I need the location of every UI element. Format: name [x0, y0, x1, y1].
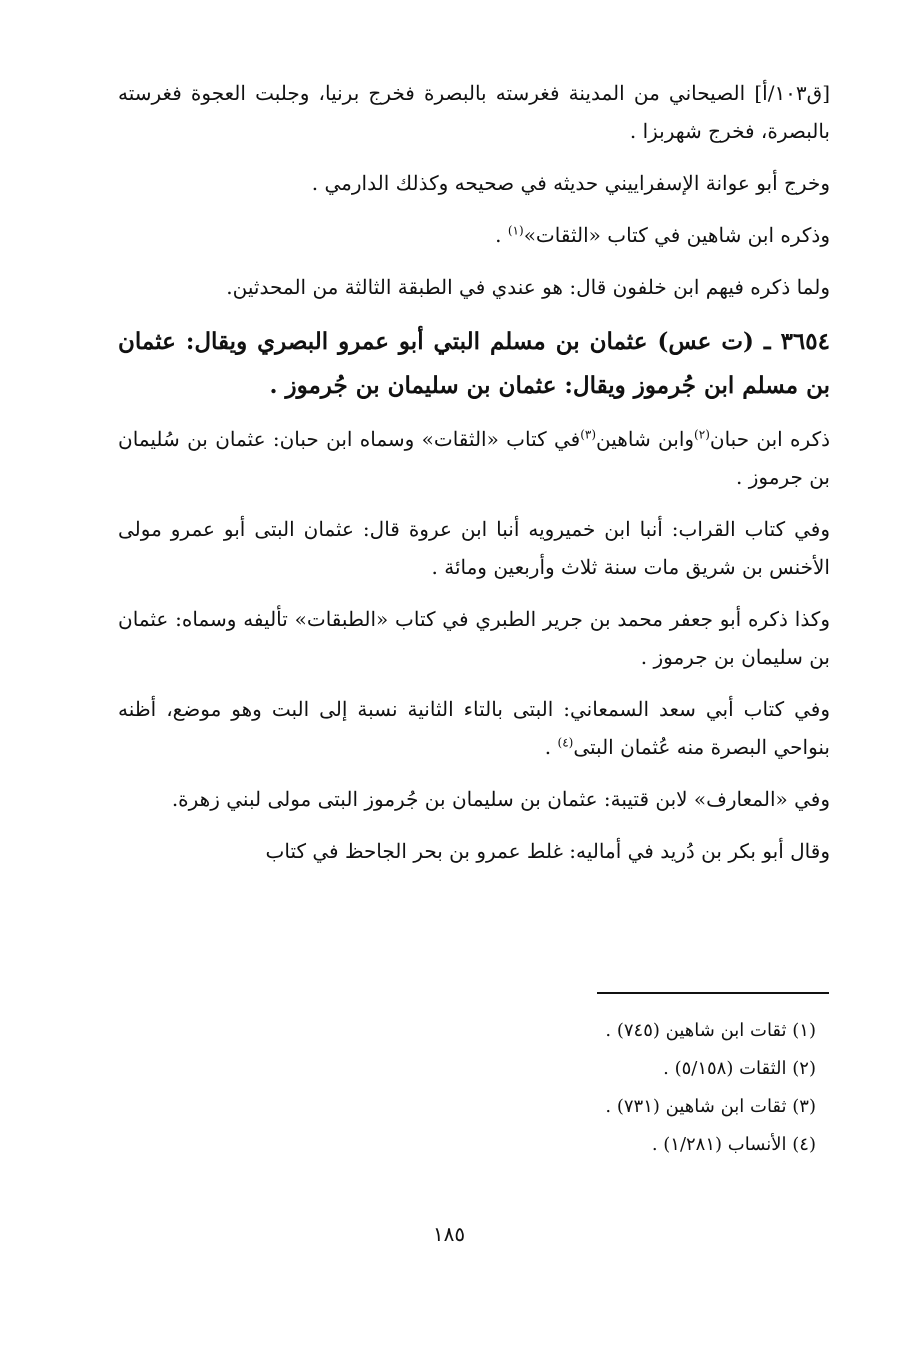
paragraph-6: وفي كتاب القراب: أنبا ابن خميرويه أنبا ابن عروة قال: عثمان البتى أبو عمرو مولى الأخنس بن شريق مات سنة ثلاث وأربعين ومائة .	[118, 517, 830, 579]
paragraph-10: وقال أبو بكر بن دُريد في أماليه: غلط عمرو بن بحر الجاحظ في كتاب	[265, 839, 830, 863]
paragraph-3-text: وذكره ابن شاهين في كتاب «الثقات»	[523, 223, 830, 247]
paragraph-7: وكذا ذكره أبو جعفر محمد بن جرير الطبري في كتاب «الطبقات» تأليفه وسماه: عثمان بن سليمان بن جرموز .	[118, 607, 830, 669]
paragraph-9: وفي «المعارف» لابن قتيبة: عثمان بن سليمان بن جُرموز البتى مولى لبني زهرة.	[171, 787, 830, 811]
paragraph-1: [ق١٠٣/أ] الصيحاني من المدينة فغرسته بالبصرة فخرج برنيا، وجلبت العجوة فغرسته بالبصرة، فخرج شهربزا .	[118, 81, 830, 143]
paragraph-8-tail: .	[544, 735, 558, 759]
paragraph-5	[118, 420, 830, 496]
footnote-2: (٢) الثقات (٥/١٥٨) .	[663, 1058, 816, 1079]
main-text	[118, 74, 830, 884]
footnote-1: (١) ثقات ابن شاهين (٧٤٥) .	[605, 1020, 816, 1041]
page-number: ١٨٥	[432, 1222, 466, 1246]
paragraph-3	[118, 216, 830, 254]
footnote-4: (٤) الأنساب (١/٢٨١) .	[651, 1134, 816, 1155]
paragraph-2: وخرج أبو عوانة الإسفراييني حديثه في صحيحه وكذلك الدارمي .	[311, 171, 830, 195]
paragraph-3-tail: .	[495, 223, 508, 247]
paragraph-8-text: وفي كتاب أبي سعد السمعاني: البتى بالتاء الثانية نسبة إلى البت وهو موضع، أظنه بنواحي البصرة منه عُثمان البتى	[118, 697, 830, 759]
footnote-3: (٣) ثقات ابن شاهين (٧٣١) .	[605, 1096, 816, 1117]
footnote-ref-1: (١)	[507, 223, 524, 238]
paragraph-5-part-b: وابن شاهين	[596, 427, 695, 451]
footnote-ref-2: (٢)	[694, 427, 710, 442]
paragraph-4: ولما ذكره فيهم ابن خلفون قال: هو عندي في الطبقة الثالثة من المحدثين.	[226, 275, 830, 299]
paragraph-5-part-c: في كتاب «الثقات» وسماه ابن حبان: عثمان بن سُليمان بن جرموز .	[118, 427, 830, 489]
paragraph-5-part-a: ذكره ابن حبان	[709, 427, 830, 451]
footnote-divider	[597, 992, 829, 994]
paragraph-8	[118, 690, 830, 766]
footnotes	[118, 1012, 824, 1164]
footnote-ref-4: (٤)	[557, 735, 574, 750]
entry-heading: ٣٦٥٤ ـ (ت عس) عثمان بن مسلم البتي أبو عمرو البصري ويقال: عثمان بن مسلم ابن جُرموز ويقال: عثمان بن سليمان بن جُرموز .	[118, 328, 830, 399]
footnote-ref-3: (٣)	[580, 427, 597, 442]
